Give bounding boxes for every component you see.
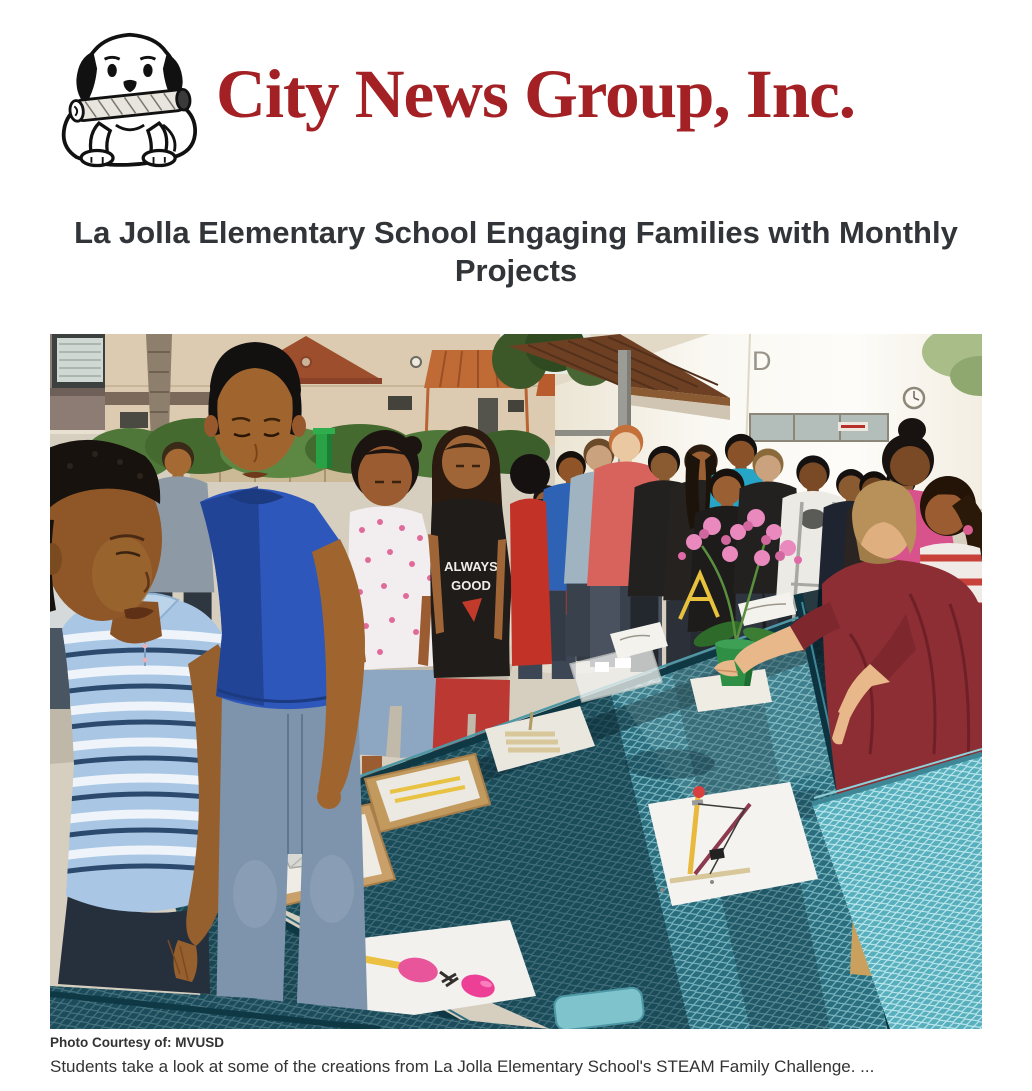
- student-red-shirt: [510, 454, 552, 666]
- article-summary: Students take a look at some of the creations from La Jolla Elementary School's STEAM Family Challenge. ...: [50, 1056, 875, 1076]
- shirt-text-line1: ALWAYS: [444, 558, 498, 574]
- shirt-text-line2: GOOD: [451, 577, 491, 593]
- photo-credit: Photo Courtesy of: MVUSD: [50, 1034, 224, 1050]
- article-headline: La Jolla Elementary School Engaging Families with Monthly Projects: [74, 215, 958, 288]
- logo-link[interactable]: [50, 14, 210, 174]
- dog-with-newspaper-icon: [50, 14, 210, 174]
- site-header: [0, 0, 1032, 178]
- article-photo: [50, 334, 982, 1029]
- left-building: [50, 334, 112, 430]
- photo-illustration: [50, 334, 982, 1029]
- building-letter: D: [752, 345, 772, 376]
- logo-text: City News Group, Inc.: [216, 55, 856, 132]
